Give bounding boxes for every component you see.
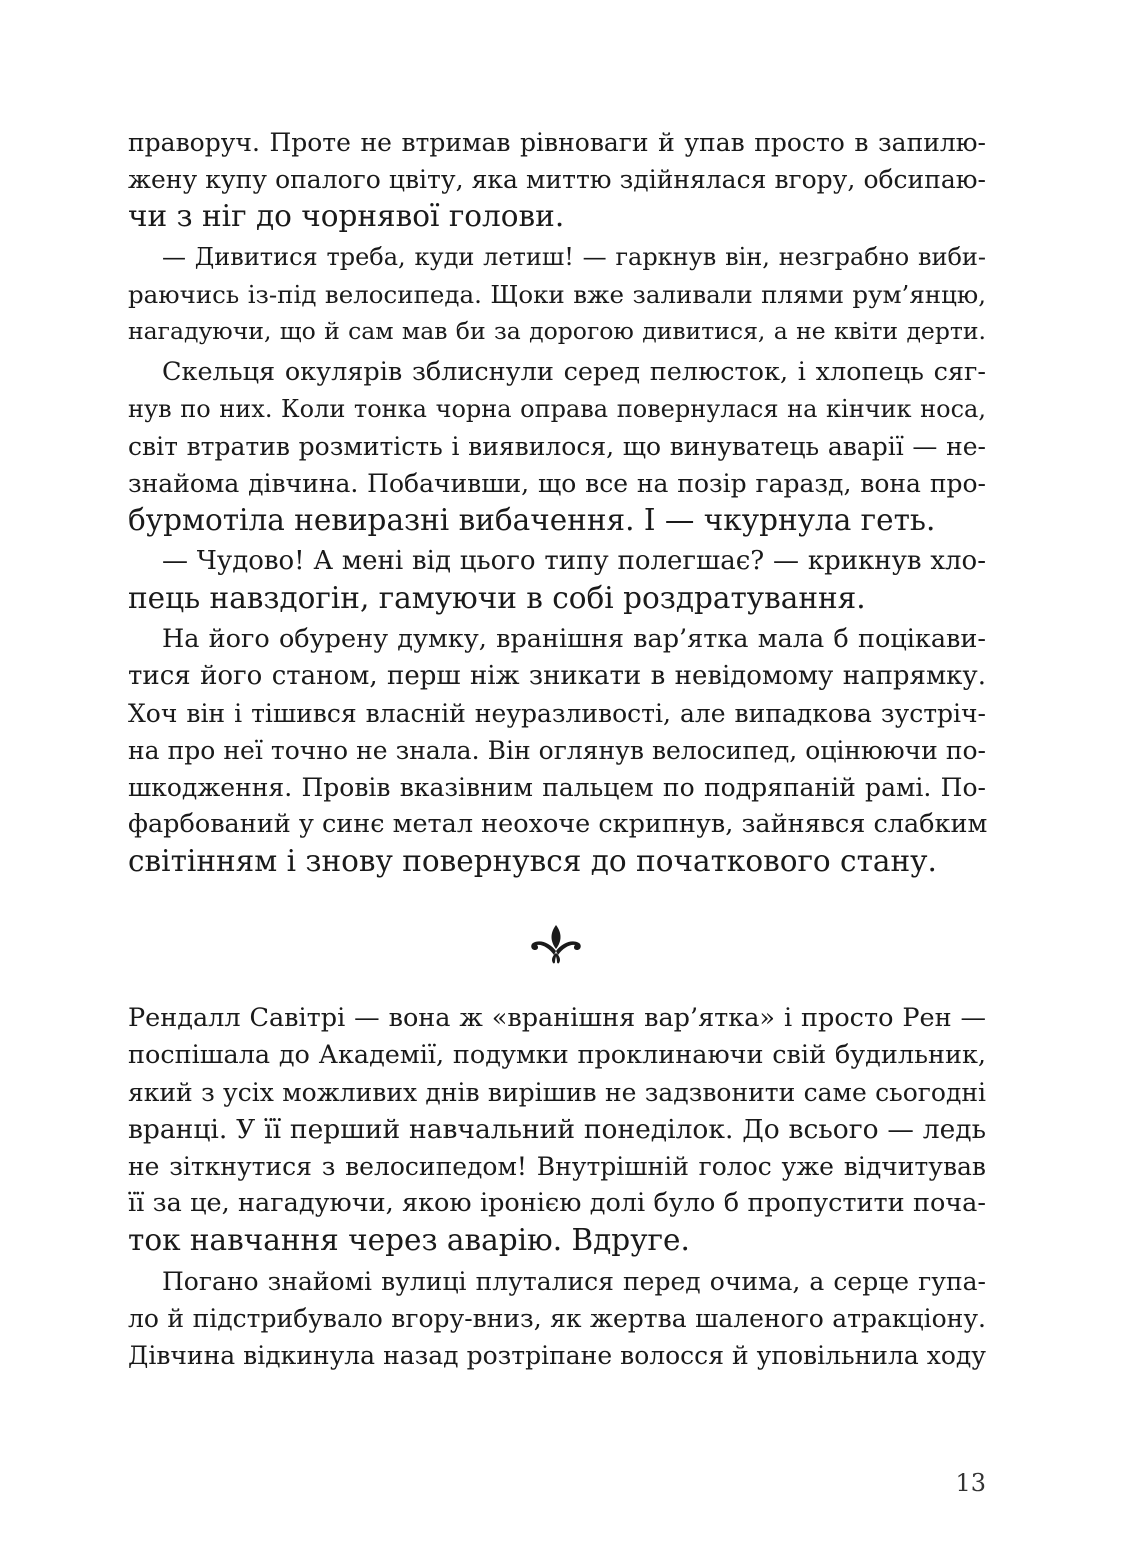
text-line: жену купу опалого цвіту, яка миттю здійнялася вгору, обсипаю-: [128, 165, 986, 194]
text-line: шкодження. Провів вказівним пальцем по подряпаній рамі. По-: [128, 773, 986, 802]
text-line: який з усіх можливих днів вирішив не задзвонити саме сьогодні: [128, 1078, 986, 1107]
page-number: 13: [955, 1469, 986, 1497]
text-line: поспішала до Академії, подумки проклинаючи свій будильник,: [128, 1040, 986, 1070]
text-line: нагадуючи, що й сам мав би за дорогою дивитися, а не квіти дерти.: [128, 317, 986, 345]
text-line: чи з ніг до чорнявої голови.: [128, 199, 565, 233]
text-line: світінням і знову повернувся до початкового стану.: [128, 844, 937, 878]
fleuron-icon: [530, 923, 582, 965]
text-line: не зіткнутися з велосипедом! Внутрішній голос уже відчитував: [128, 1152, 986, 1181]
text-line: тися його станом, перш ніж зникати в невідомому напрямку.: [128, 661, 986, 691]
text-line: світ втратив розмитість і виявилося, що винуватець аварії — не-: [128, 432, 986, 461]
dialogue-line: — Дивитися треба, куди летиш! — гаркнув він, незграбно виби-: [162, 243, 986, 271]
text-line: бурмотіла невиразні вибачення. І — чкурнула геть.: [128, 503, 936, 537]
text-line: фарбований у синє метал неохоче скрипнув, зайнявся слабким: [128, 809, 988, 839]
paragraph-start-line: Скельця окулярів зблиснули серед пелюсток, і хлопець сяг-: [162, 357, 986, 387]
text-line: її за це, нагадуючи, якою іронією долі було б пропустити поча-: [128, 1188, 986, 1218]
text-line: пець навздогін, гамуючи в собі роздратування.: [128, 581, 866, 615]
text-line: ток навчання через аварію. Вдруге.: [128, 1223, 690, 1257]
paragraph-start-line: На його обурену думку, вранішня вар’ятка мала б поцікави-: [162, 624, 986, 654]
text-line: Рендалл Савітрі — вона ж «вранішня вар’ятка» і просто Рен —: [128, 1003, 986, 1033]
text-line: Дівчина відкинула назад розтріпане волосся й уповільнила ходу: [128, 1341, 986, 1370]
text-line: Хоч він і тішився власній неуразливості, але випадкова зустріч-: [128, 699, 986, 728]
text-line: нув по них. Коли тонка чорна оправа повернулася на кінчик носа,: [128, 395, 986, 423]
text-line: праворуч. Проте не втримав рівноваги й упав просто в запилю-: [128, 128, 986, 157]
top-section: [128, 124, 986, 880]
text-line: на про неї точно не знала. Він оглянув велосипед, оцінюючи по-: [128, 736, 986, 765]
dialogue-line: — Чудово! А мені від цього типу полегшає? — крикнув хло-: [162, 546, 986, 576]
paragraph-start-line: Погано знайомі вулиці плуталися перед очима, а серце гупа-: [162, 1267, 986, 1296]
text-line: вранці. У її перший навчальний понеділок. До всього — ледь: [128, 1114, 986, 1145]
text-line: ло й підстрибувало вгору-вниз, як жертва шаленого атракціону.: [128, 1304, 986, 1333]
text-line: раючись із-під велосипеда. Щоки вже заливали плями рум’янцю,: [128, 280, 986, 309]
bottom-section: [128, 1000, 986, 1374]
text-line: знайома дівчина. Побачивши, що все на позір гаразд, вона про-: [128, 469, 986, 498]
